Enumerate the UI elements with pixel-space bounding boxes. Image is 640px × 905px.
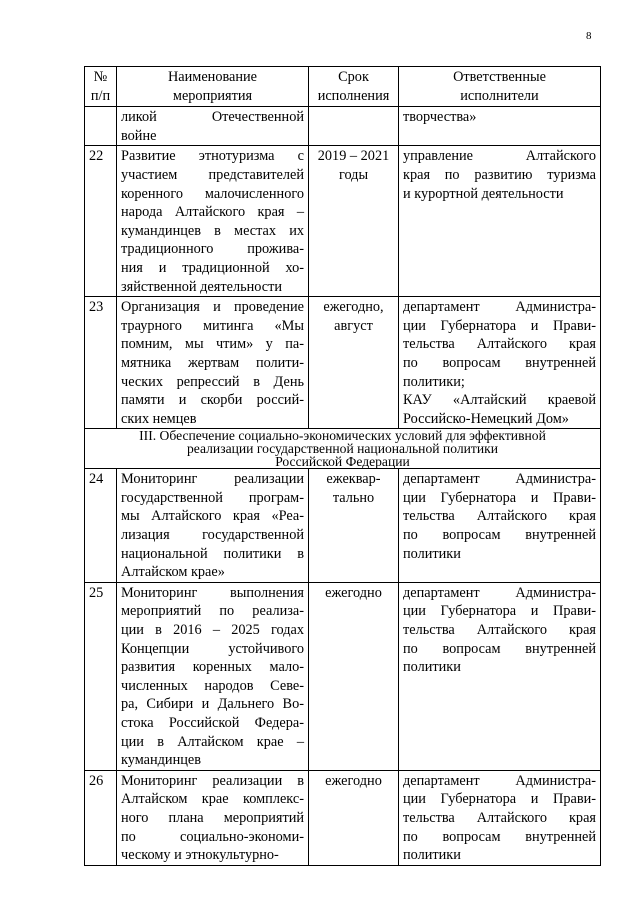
event-name-line: ра, Сибири и Дальнего Во- [121, 696, 304, 713]
responsible-line: ции Губернатора и Прави- [403, 489, 596, 506]
event-name-line: по социально-экономи- [121, 828, 304, 845]
event-name-line: Алтайском крае комплекс- [121, 791, 304, 808]
responsible-line: департамент Администра- [403, 299, 596, 316]
event-name-line: Организация и проведение [121, 299, 304, 316]
deadline-line: годы [338, 166, 369, 183]
event-name-line: мятника жертвам полити- [121, 354, 304, 371]
responsible-line: политики [403, 545, 461, 562]
row-number-cell: 25 [85, 582, 117, 770]
section-heading-row [85, 429, 601, 469]
responsible-line: политики [403, 847, 461, 864]
responsible-line: тельства Алтайского края [403, 508, 596, 525]
deadline-cell [309, 770, 399, 865]
responsible-line: тельства Алтайского края [403, 809, 596, 826]
event-name-line: лизация государственной [121, 527, 304, 544]
event-name-line: ции в Алтайском крае – [121, 733, 304, 750]
deadline-line: ежегодно [325, 772, 382, 789]
responsible-line: ции Губернатора и Прави- [403, 317, 596, 334]
responsible-cell: творчества» [399, 107, 601, 146]
responsible-line: тельства Алтайского края [403, 336, 596, 353]
event-name-cell: ликой Отечественной войне [117, 107, 309, 146]
header-number: № п/п [85, 67, 117, 107]
event-name-line: участием представителей [121, 166, 304, 183]
responsible-line: ции Губернатора и Прави- [403, 603, 596, 620]
responsible-line: департамент Администра- [403, 772, 596, 789]
event-name-line: мы Алтайского края «Реа- [121, 508, 304, 525]
responsible-line: КАУ «Алтайский краевой [403, 392, 596, 409]
event-name-line: Алтайском крае» [121, 564, 225, 581]
section-heading-line: III. Обеспечение социально-экономических условий для эффективной [139, 428, 546, 444]
header-responsible: Ответственные исполнители [399, 67, 601, 107]
event-name-line: Мониторинг реализации [121, 471, 304, 488]
responsible-line: департамент Администра- [403, 471, 596, 488]
event-name-line: национальной политики в [121, 545, 304, 562]
responsible-cell [399, 146, 601, 297]
event-name-line: помним, мы чтим» у па- [121, 336, 304, 353]
event-name-line: зяйственной деятельности [121, 278, 283, 295]
event-name-line: ния и традиционной хо- [121, 259, 304, 276]
deadline-line: ежегодно, [323, 299, 384, 316]
event-name-line: Развитие этнотуризма с [121, 148, 304, 165]
deadline-line: ежегодно [325, 584, 382, 601]
responsible-line: и курортной деятельности [403, 185, 564, 202]
event-name-cell [117, 146, 309, 297]
event-name-line: памяти и скорби россий- [121, 392, 304, 409]
page-number: 8 [586, 30, 592, 42]
event-name-line: ции в 2016 – 2025 годах [121, 622, 304, 639]
event-name-line: мероприятий по реализа- [121, 603, 304, 620]
event-name-line: коренного малочисленного [121, 185, 304, 202]
event-name-line: стока Российской Федера- [121, 715, 304, 731]
table-row [85, 582, 601, 770]
event-name-line: численных народов Севе- [121, 677, 304, 694]
event-name-line: ного плана мероприятий [121, 809, 304, 826]
deadline-cell [309, 469, 399, 583]
deadline-line: 2019 – 2021 [317, 148, 390, 165]
table-row [85, 297, 601, 429]
table-header-row [85, 67, 601, 107]
responsible-line: политики [403, 659, 461, 676]
table-row [85, 770, 601, 865]
row-number-cell: 22 [85, 146, 117, 297]
section-heading-line: реализации государственной национальной политики [187, 441, 498, 457]
row-number-cell: 24 [85, 469, 117, 583]
header-deadline: Срок исполнения [309, 67, 399, 107]
event-name-line: ческих репрессий в День [121, 373, 304, 390]
event-name-line: Мониторинг выполнения [121, 584, 304, 601]
deadline-cell [309, 107, 399, 146]
event-name-line: развития коренных мало- [121, 659, 304, 676]
responsible-line: тельства Алтайского края [403, 622, 596, 639]
responsible-line: Российско-Немецкий Дом» [403, 410, 569, 427]
responsible-line: по вопросам внутренней [403, 527, 596, 544]
deadline-cell [309, 582, 399, 770]
row-number-cell: 23 [85, 297, 117, 429]
deadline-line: ежеквар- [326, 471, 381, 488]
event-name-line: Мониторинг реализации в [121, 772, 304, 789]
responsible-line: по вопросам внутренней [403, 828, 596, 845]
table-row [85, 146, 601, 297]
responsible-line: по вопросам внутренней [403, 640, 596, 657]
event-name-cell [117, 770, 309, 865]
deadline-line: август [334, 317, 373, 334]
event-name-line: ческому и этнокультурно- [121, 847, 279, 864]
responsible-line: управление Алтайского [403, 148, 596, 165]
event-name-line: традиционного прожива- [121, 241, 304, 258]
responsible-cell [399, 582, 601, 770]
responsible-line: края по развитию туризма [403, 166, 596, 183]
event-name-cell [117, 297, 309, 429]
section-heading-line: Российской Федерации [275, 454, 410, 470]
responsible-cell [399, 297, 601, 429]
event-name-cell [117, 582, 309, 770]
table-row [85, 469, 601, 583]
responsible-cell [399, 770, 601, 865]
event-name-cell [117, 469, 309, 583]
deadline-cell [309, 146, 399, 297]
event-name-line: народа Алтайского края – [121, 204, 304, 221]
event-name-line: Концепции устойчивого [121, 640, 304, 657]
responsible-cell [399, 469, 601, 583]
responsible-line: департамент Администра- [403, 584, 596, 601]
responsible-line: по вопросам внутренней [403, 354, 596, 371]
event-name-line: траурного митинга «Мы [121, 317, 304, 334]
row-number-cell: 26 [85, 770, 117, 865]
event-name-line: кумандинцев [121, 752, 201, 769]
header-event-name: Наименование мероприятия [117, 67, 309, 107]
event-name-line: государственной програм- [121, 489, 304, 506]
deadline-line: тально [332, 489, 375, 506]
responsible-line: ции Губернатора и Прави- [403, 791, 596, 808]
table-row-continued [85, 107, 601, 146]
row-number-cell [85, 107, 117, 146]
responsible-line: политики; [403, 373, 465, 390]
event-name-line: ских немцев [121, 410, 197, 427]
events-table [84, 66, 601, 866]
event-name-line: кумандинцев в местах их [121, 222, 304, 239]
deadline-cell [309, 297, 399, 429]
section-heading [85, 429, 601, 469]
